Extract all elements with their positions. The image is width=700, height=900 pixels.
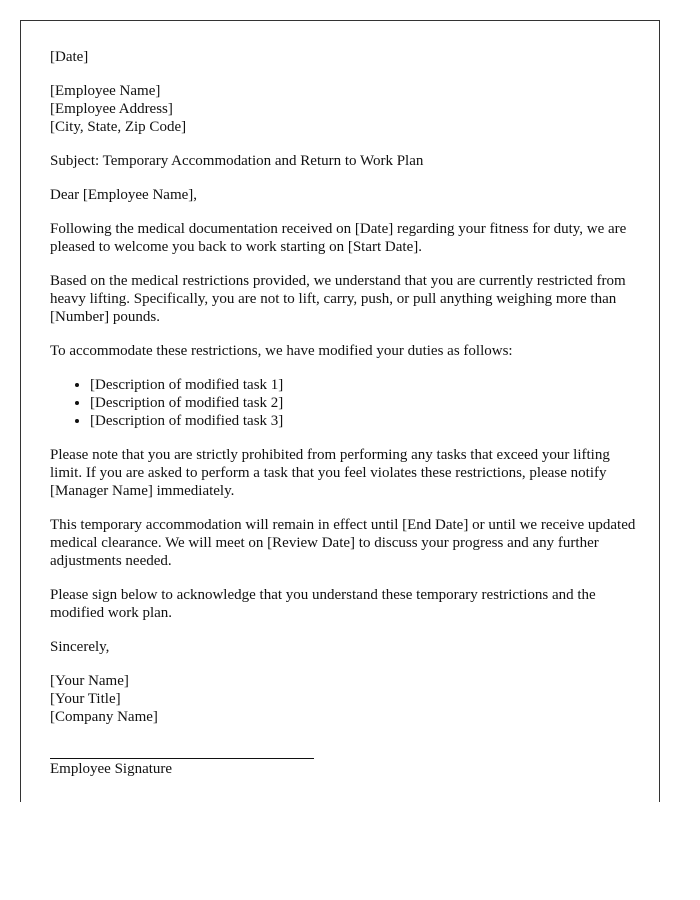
modified-tasks-list — [50, 376, 640, 430]
list-item: • [Description of modified task 1] — [90, 376, 640, 394]
closing: Sincerely, — [50, 639, 110, 655]
sender-title: [Your Title] — [50, 691, 121, 707]
sender-name: [Your Name] — [50, 673, 129, 689]
paragraph-prohibition: Please note that you are strictly prohibited from performing any tasks that exceed your lifting limit. If you are asked to perform a task that you feel violates these restrictions, please notify [Manager Name] immediately. — [50, 447, 610, 499]
recipient-city-state-zip: [City, State, Zip Code] — [50, 119, 187, 135]
paragraph-duration: This temporary accommodation will remain in effect until [End Date] or until we receive updated medical clearance. We will meet on [Review Date] to discuss your progress and any further adjustments needed. — [50, 517, 636, 569]
sender-company: [Company Name] — [50, 709, 158, 725]
list-item: • [Description of modified task 3] — [90, 412, 640, 430]
letter-body — [50, 48, 640, 778]
paragraph-return-to-work: Following the medical documentation received on [Date] regarding your fitness for duty, we are pleased to welcome you back to work starting on [Start Date]. — [50, 221, 627, 255]
recipient-address: [Employee Address] — [50, 101, 173, 117]
paragraph-sign-request: Please sign below to acknowledge that you understand these temporary restrictions and the modified work plan. — [50, 587, 596, 621]
subject-line: Subject: Temporary Accommodation and Return to Work Plan — [50, 153, 424, 169]
paragraph-modified-duties-intro: To accommodate these restrictions, we have modified your duties as follows: — [50, 343, 513, 359]
salutation: Dear [Employee Name], — [50, 187, 198, 203]
letter-date: [Date] — [50, 49, 89, 65]
letter-page — [20, 20, 660, 802]
recipient-name: [Employee Name] — [50, 83, 161, 99]
recipient-block — [50, 82, 640, 136]
signature-label: Employee Signature — [50, 761, 173, 777]
signature-line — [50, 758, 314, 759]
sender-block — [50, 672, 640, 726]
list-item: • [Description of modified task 2] — [90, 394, 640, 412]
paragraph-restrictions: Based on the medical restrictions provided, we understand that you are currently restricted from heavy lifting. Specifically, you are not to lift, carry, push, or pull anything weighing more than [Number] pounds. — [50, 273, 626, 325]
